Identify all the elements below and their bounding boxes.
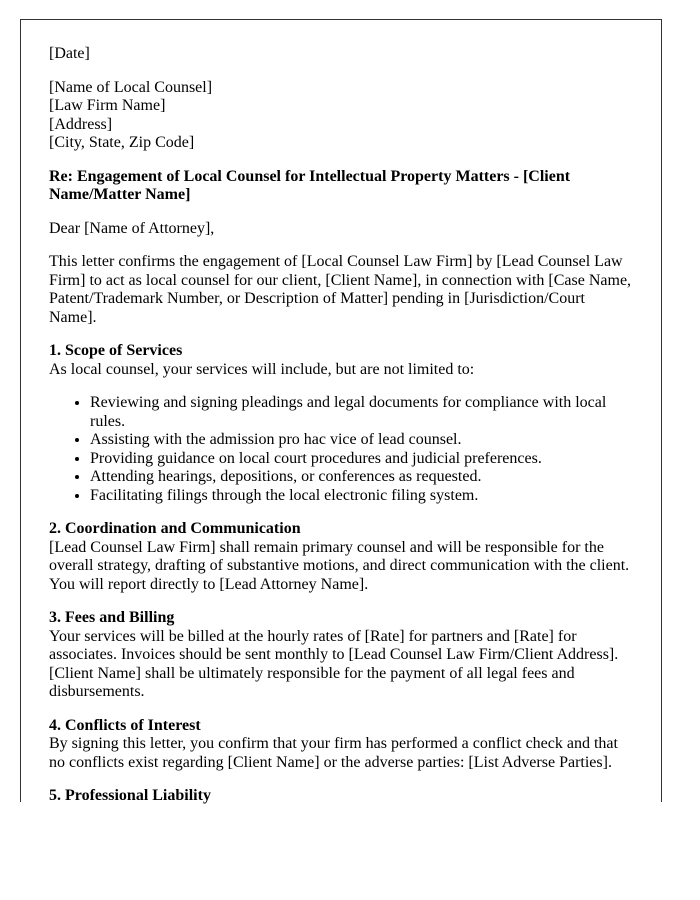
section-conflicts-of-interest: [49, 717, 633, 773]
recipient-name-line: [Name of Local Counsel]: [49, 78, 213, 96]
scope-bullet-list: [49, 394, 633, 505]
subject-line: Re: Engagement of Local Counsel for Intellectual Property Matters - [Client Name/Matter Name]: [49, 167, 571, 203]
list-item: • Assisting with the admission pro hac vice of lead counsel.: [90, 431, 633, 450]
section-heading: 2. Coordination and Communication: [49, 520, 301, 537]
section-professional-liability: [49, 787, 633, 806]
date-line: [Date]: [49, 45, 90, 62]
section-heading: 5. Professional Liability: [49, 787, 211, 804]
section-heading: 4. Conflicts of Interest: [49, 716, 201, 734]
section-body: Your services will be billed at the hourly rates of [Rate] for partners and [Rate] for associates. Invoices should be sent monthly to [Lead Counsel Law Firm/Client Address]. [Client Name] shall be ultimately responsible for the payment of all legal fees and disbursements.: [49, 627, 619, 700]
list-item: • Reviewing and signing pleadings and legal documents for compliance with local rules.: [90, 394, 633, 431]
section-body: [Lead Counsel Law Firm] shall remain primary counsel and will be responsible for the overall strategy, drafting of substantive motions, and direct communication with the client. You will report directly to [Lead Attorney Name].: [49, 538, 630, 593]
section-body: By signing this letter, you confirm that your firm has performed a conflict check and that no conflicts exist regarding [Client Name] or the adverse parties: [List Adverse Parties].: [49, 735, 618, 771]
recipient-city-line: [City, State, Zip Code]: [49, 134, 195, 151]
section-scope-of-services: [49, 342, 633, 379]
list-item: • Attending hearings, depositions, or conferences as requested.: [90, 468, 633, 487]
recipient-address-block: [49, 79, 633, 153]
section-heading: 3. Fees and Billing: [49, 609, 175, 626]
list-item: • Facilitating filings through the local electronic filing system.: [90, 487, 633, 506]
section-heading: 1. Scope of Services: [49, 342, 183, 359]
intro-paragraph: This letter confirms the engagement of [Local Counsel Law Firm] by [Lead Counsel Law Firm] to act as local counsel for our client, [Client Name], in connection with [Case Name, Patent/Trademark Number, or Description of Matter] pending in [Jurisdiction/Court Name].: [49, 253, 632, 326]
section-coordination-communication: [49, 520, 633, 594]
list-item: • Providing guidance on local court procedures and judicial preferences.: [90, 450, 633, 469]
recipient-firm-line: [Law Firm Name]: [49, 97, 166, 114]
section-fees-and-billing: [49, 609, 633, 702]
section-body: As local counsel, your services will include, but are not limited to:: [49, 360, 475, 378]
salutation: Dear [Name of Attorney],: [49, 219, 215, 237]
letter-page: [20, 19, 662, 802]
recipient-street-line: [Address]: [49, 115, 113, 133]
